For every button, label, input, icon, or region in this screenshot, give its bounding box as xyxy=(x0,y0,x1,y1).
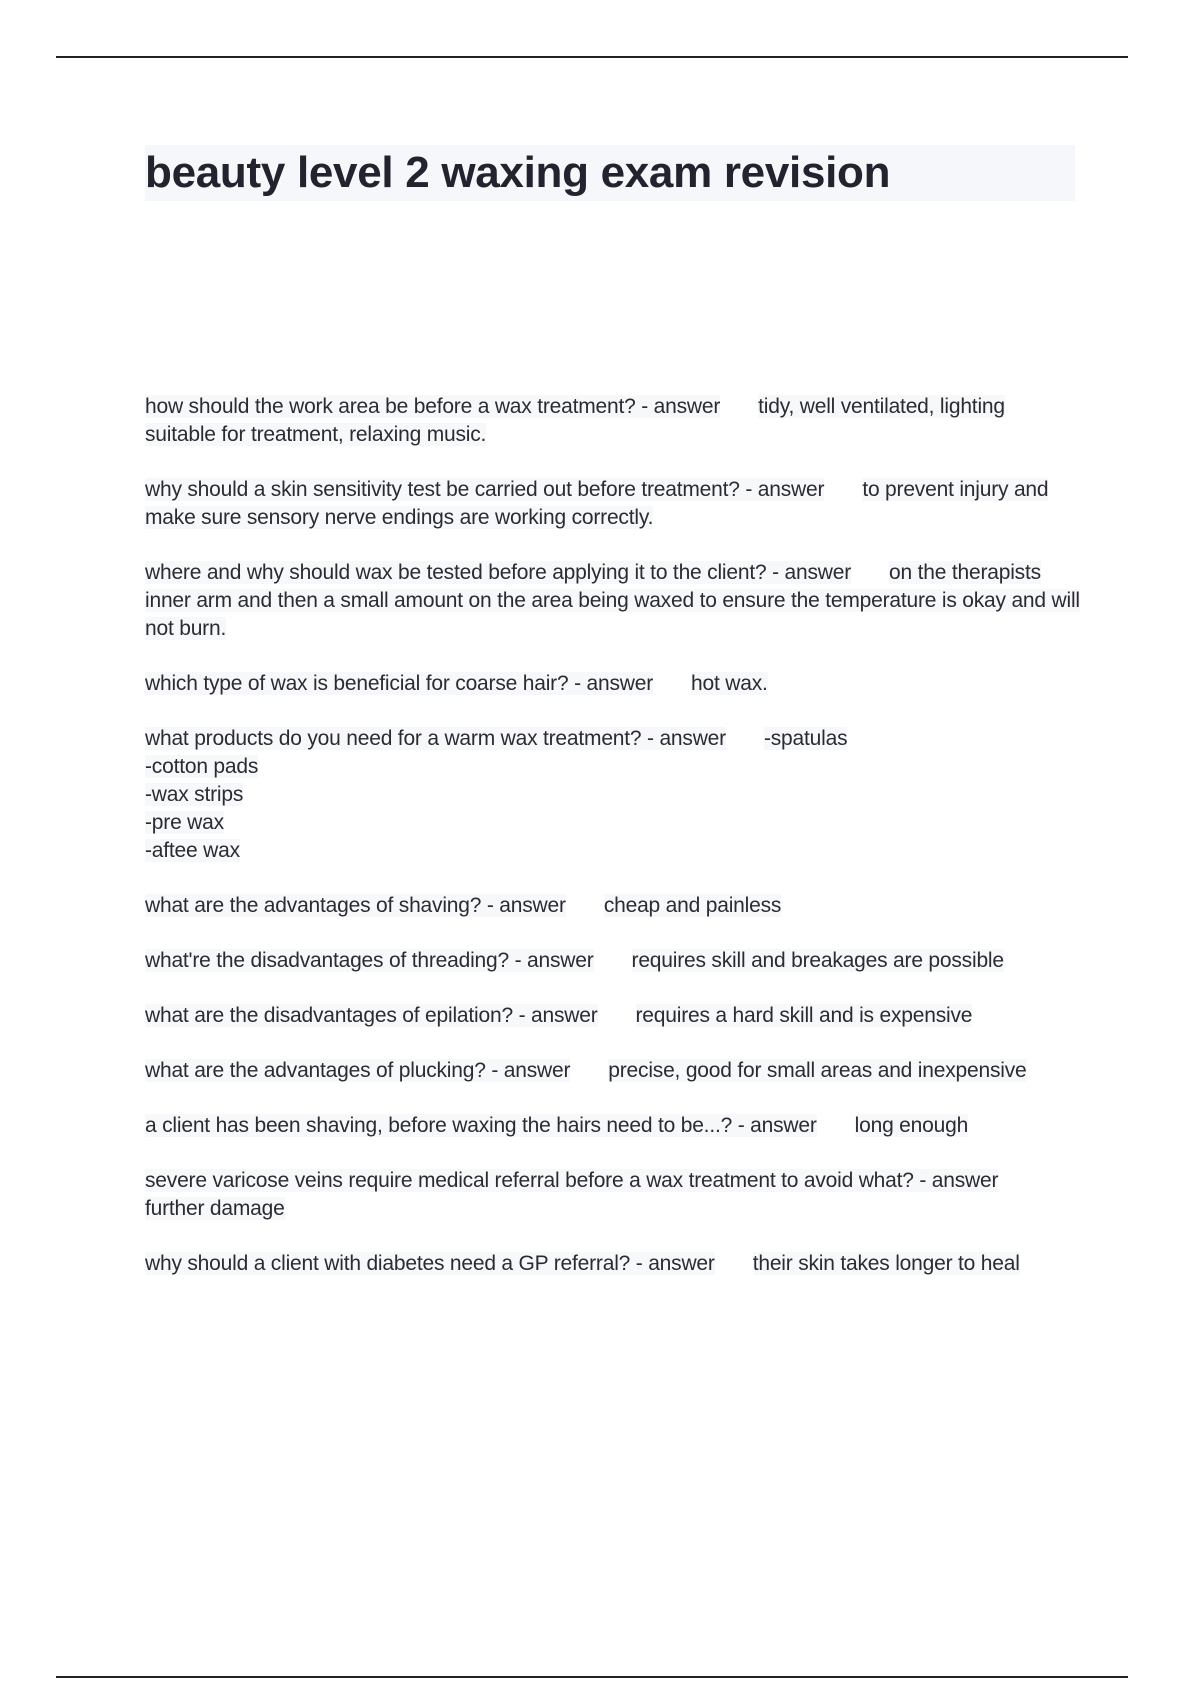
question: severe varicose veins require medical referral before a wax treatment to avoid what? - answer xyxy=(145,1169,999,1192)
question: where and why should wax be tested before applying it to the client? - answer xyxy=(145,561,852,584)
answer: -spatulas -cotton pads -wax strips -pre wax -aftee wax xyxy=(145,727,848,862)
qa-item xyxy=(145,1002,1080,1030)
answer: their skin takes longer to heal xyxy=(752,1252,1020,1275)
answer: tidy, well ventilated, lighting suitable for treatment, relaxing music. xyxy=(145,395,1005,446)
qa-item xyxy=(145,947,1080,975)
qa-item xyxy=(145,670,1080,698)
answer: hot wax. xyxy=(691,672,768,695)
question: how should the work area be before a wax treatment? - answer xyxy=(145,395,721,418)
bottom-rule xyxy=(56,1676,1128,1678)
question: what products do you need for a warm wax treatment? - answer xyxy=(145,727,726,750)
answer: long enough xyxy=(854,1114,969,1137)
question: why should a client with diabetes need a GP referral? - answer xyxy=(145,1252,715,1275)
top-rule xyxy=(56,56,1128,58)
qa-item xyxy=(145,725,1080,865)
qa-item xyxy=(145,559,1080,643)
question: why should a skin sensitivity test be carried out before treatment? - answer xyxy=(145,478,825,501)
answer: further damage xyxy=(145,1197,285,1220)
answer: precise, good for small areas and inexpensive xyxy=(608,1059,1027,1082)
document-title: beauty level 2 waxing exam revision xyxy=(145,145,1075,201)
answer: to prevent injury and make sure sensory nerve endings are working correctly. xyxy=(145,478,1049,529)
answer: on the therapists inner arm and then a small amount on the area being waxed to ensure the temperature is okay and will not burn. xyxy=(145,561,1080,640)
answer: requires a hard skill and is expensive xyxy=(635,1004,973,1027)
qa-item xyxy=(145,892,1080,920)
question: which type of wax is beneficial for coarse hair? - answer xyxy=(145,672,654,695)
qa-item xyxy=(145,1057,1080,1085)
qa-item xyxy=(145,393,1080,449)
question: what are the advantages of plucking? - answer xyxy=(145,1059,571,1082)
qa-item xyxy=(145,1250,1080,1278)
qa-item xyxy=(145,1112,1080,1140)
qa-item xyxy=(145,1167,1080,1223)
qa-list xyxy=(145,393,1080,1305)
question: a client has been shaving, before waxing the hairs need to be...? - answer xyxy=(145,1114,817,1137)
answer: cheap and painless xyxy=(603,894,782,917)
answer: requires skill and breakages are possible xyxy=(631,949,1004,972)
question: what are the advantages of shaving? - answer xyxy=(145,894,566,917)
qa-item xyxy=(145,476,1080,532)
question: what are the disadvantages of epilation? - answer xyxy=(145,1004,598,1027)
question: what're the disadvantages of threading? - answer xyxy=(145,949,594,972)
